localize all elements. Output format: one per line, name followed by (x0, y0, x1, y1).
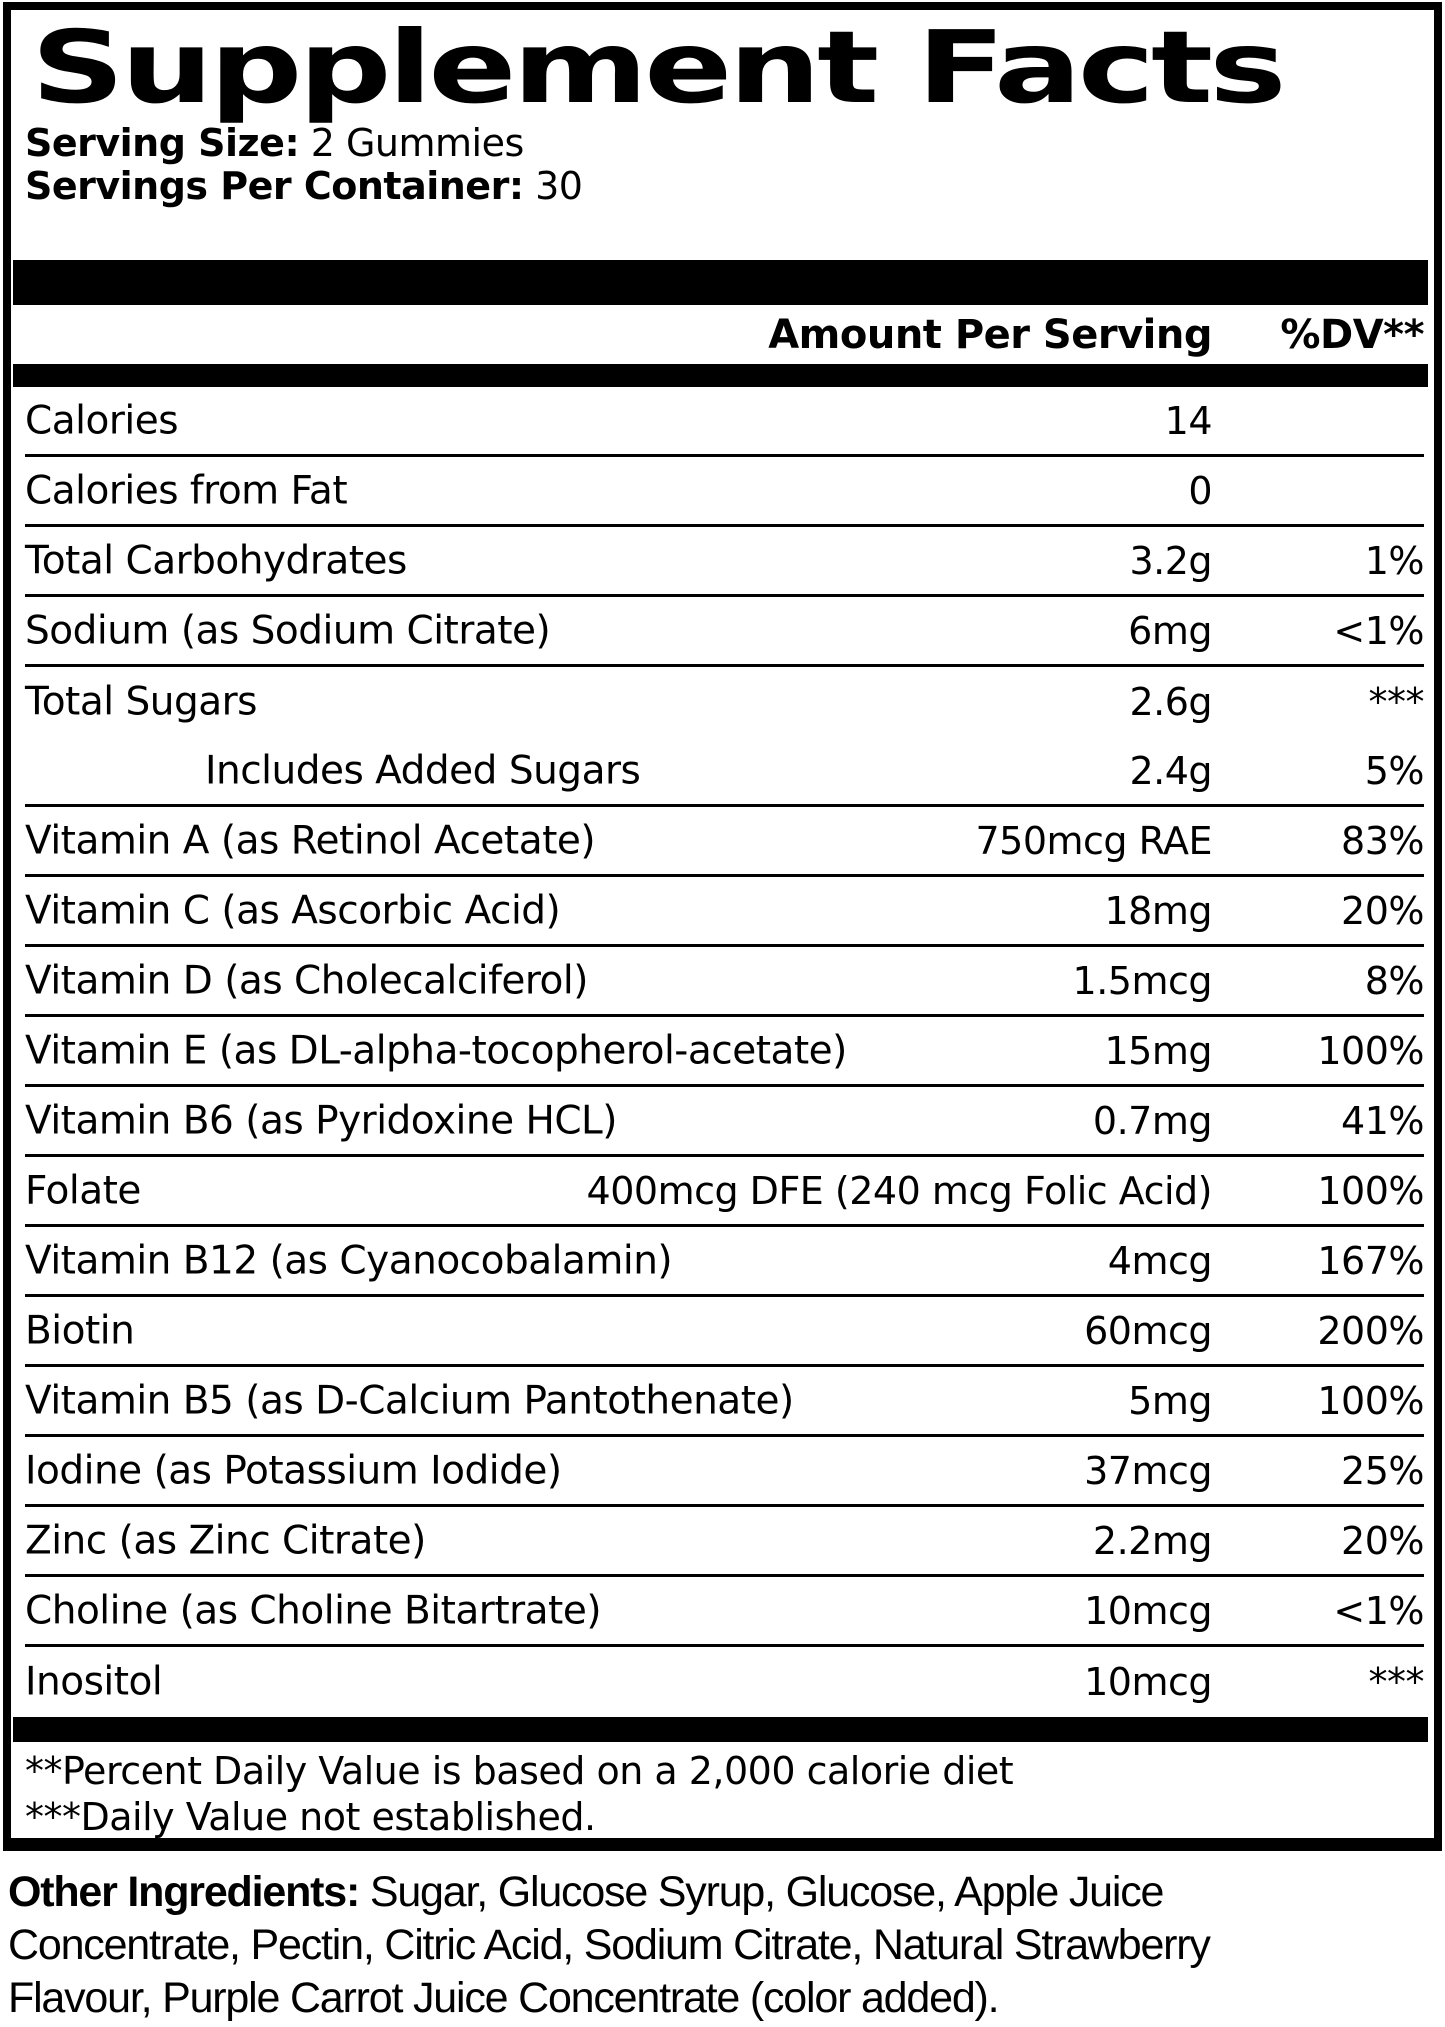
row-amount: 2.4g (1129, 748, 1212, 793)
separator-bar-header (13, 364, 1428, 387)
table-row (25, 597, 1424, 667)
row-amount: 1.5mcg (1072, 958, 1212, 1003)
other-ingredients-line1: Sugar, Glucose Syrup, Glucose, Apple Juice (359, 1868, 1164, 1916)
table-row (25, 1367, 1424, 1437)
row-amount: 18mg (1104, 888, 1212, 933)
row-name: Vitamin B12 (as Cyanocobalamin) (25, 1238, 673, 1283)
table-row (25, 1087, 1424, 1157)
table-row (25, 877, 1424, 947)
separator-bar-top (13, 260, 1428, 305)
other-ingredients-line2: Concentrate, Pectin, Citric Acid, Sodium Citrate, Natural Strawberry (8, 1921, 1210, 1969)
serving-size-label: Serving Size: (25, 121, 300, 165)
amount-per-serving-header: Amount Per Serving (768, 311, 1212, 358)
row-amount: 10mcg (1084, 1588, 1212, 1633)
row-name: Vitamin A (as Retinol Acetate) (25, 818, 596, 863)
footnote-dv: **Percent Daily Value is based on a 2,000 calorie diet (25, 1749, 1014, 1793)
table-row (25, 667, 1424, 737)
servings-per-container-line (25, 165, 1424, 208)
table-row (25, 1157, 1424, 1227)
row-name: Calories from Fat (25, 468, 348, 513)
servings-per-container-label: Servings Per Container: (25, 164, 524, 208)
row-dv: <1% (1333, 1588, 1424, 1633)
row-name: Choline (as Choline Bitartrate) (25, 1588, 602, 1633)
row-dv: 5% (1364, 748, 1424, 793)
row-dv: <1% (1333, 608, 1424, 653)
row-amount: 2.6g (1129, 680, 1212, 724)
row-name: Includes Added Sugars (205, 748, 641, 793)
row-amount: 6mg (1128, 608, 1212, 653)
row-amount: 0 (1188, 468, 1212, 513)
separator-bar-bottom (13, 1717, 1428, 1742)
row-dv: 100% (1317, 1168, 1424, 1213)
table-row (25, 807, 1424, 877)
table-row (25, 947, 1424, 1017)
row-dv: 83% (1341, 818, 1424, 863)
row-name: Folate (25, 1168, 141, 1213)
row-name: Zinc (as Zinc Citrate) (25, 1518, 426, 1563)
percent-dv-header: %DV** (1280, 311, 1424, 358)
panel-title: Supplement Facts (31, 9, 1283, 126)
row-name: Vitamin B5 (as D-Calcium Pantothenate) (25, 1378, 794, 1423)
serving-size-value: 2 Gummies (299, 121, 524, 165)
table-row (25, 1647, 1424, 1717)
row-name: Iodine (as Potassium Iodide) (25, 1448, 562, 1493)
table-row (25, 1017, 1424, 1087)
row-name: Total Carbohydrates (25, 538, 407, 583)
row-amount: 14 (1164, 398, 1212, 443)
table-row (25, 387, 1424, 457)
other-ingredients (8, 1866, 1440, 2025)
table-row (25, 1577, 1424, 1647)
row-dv: 20% (1341, 888, 1424, 933)
row-amount: 400mcg DFE (240 mcg Folic Acid) (586, 1168, 1212, 1213)
row-amount: 15mg (1104, 1028, 1212, 1073)
row-dv: *** (1368, 680, 1424, 724)
column-header-row (25, 305, 1424, 364)
row-amount: 10mcg (1084, 1660, 1212, 1704)
row-name: Vitamin C (as Ascorbic Acid) (25, 888, 561, 933)
row-name: Biotin (25, 1308, 135, 1353)
row-name: Sodium (as Sodium Citrate) (25, 608, 551, 653)
servings-per-container-value: 30 (523, 164, 583, 208)
other-ingredients-line3: Flavour, Purple Carrot Juice Concentrate (color added). (8, 1974, 999, 2022)
row-name: Vitamin D (as Cholecalciferol) (25, 958, 588, 1003)
footnote-not-established: ***Daily Value not established. (25, 1795, 596, 1839)
row-amount: 3.2g (1129, 538, 1212, 583)
row-amount: 750mcg RAE (975, 818, 1212, 863)
row-dv: 200% (1317, 1308, 1424, 1353)
table-row (25, 527, 1424, 597)
row-name: Vitamin E (as DL-alpha-tocopherol-acetate) (25, 1028, 847, 1073)
table-row (25, 1437, 1424, 1507)
row-amount: 0.7mg (1092, 1098, 1212, 1143)
row-dv: 167% (1317, 1238, 1424, 1283)
row-dv: 41% (1341, 1098, 1424, 1143)
row-amount: 4mcg (1107, 1238, 1212, 1283)
table-row (25, 737, 1424, 807)
row-name: Total Sugars (25, 679, 257, 725)
row-dv: 8% (1364, 958, 1424, 1003)
table-row (25, 457, 1424, 527)
row-dv: *** (1368, 1660, 1424, 1704)
facts-rows (25, 387, 1424, 1717)
row-dv: 1% (1364, 538, 1424, 583)
table-row (25, 1227, 1424, 1297)
row-amount: 5mg (1128, 1378, 1212, 1423)
table-row (25, 1507, 1424, 1577)
row-name: Vitamin B6 (as Pyridoxine HCL) (25, 1098, 617, 1143)
serving-size-line (25, 122, 1424, 165)
footnotes (25, 1742, 1424, 1840)
row-amount: 37mcg (1084, 1448, 1212, 1493)
row-amount: 60mcg (1084, 1308, 1212, 1353)
row-dv: 20% (1341, 1518, 1424, 1563)
facts-panel (3, 2, 1442, 1851)
row-dv: 100% (1317, 1028, 1424, 1073)
row-dv: 25% (1341, 1448, 1424, 1493)
row-name: Calories (25, 398, 179, 443)
row-name: Inositol (25, 1659, 163, 1705)
row-amount: 2.2mg (1092, 1518, 1212, 1563)
table-row (25, 1297, 1424, 1367)
row-dv: 100% (1317, 1378, 1424, 1423)
other-ingredients-label: Other Ingredients: (8, 1868, 360, 1916)
